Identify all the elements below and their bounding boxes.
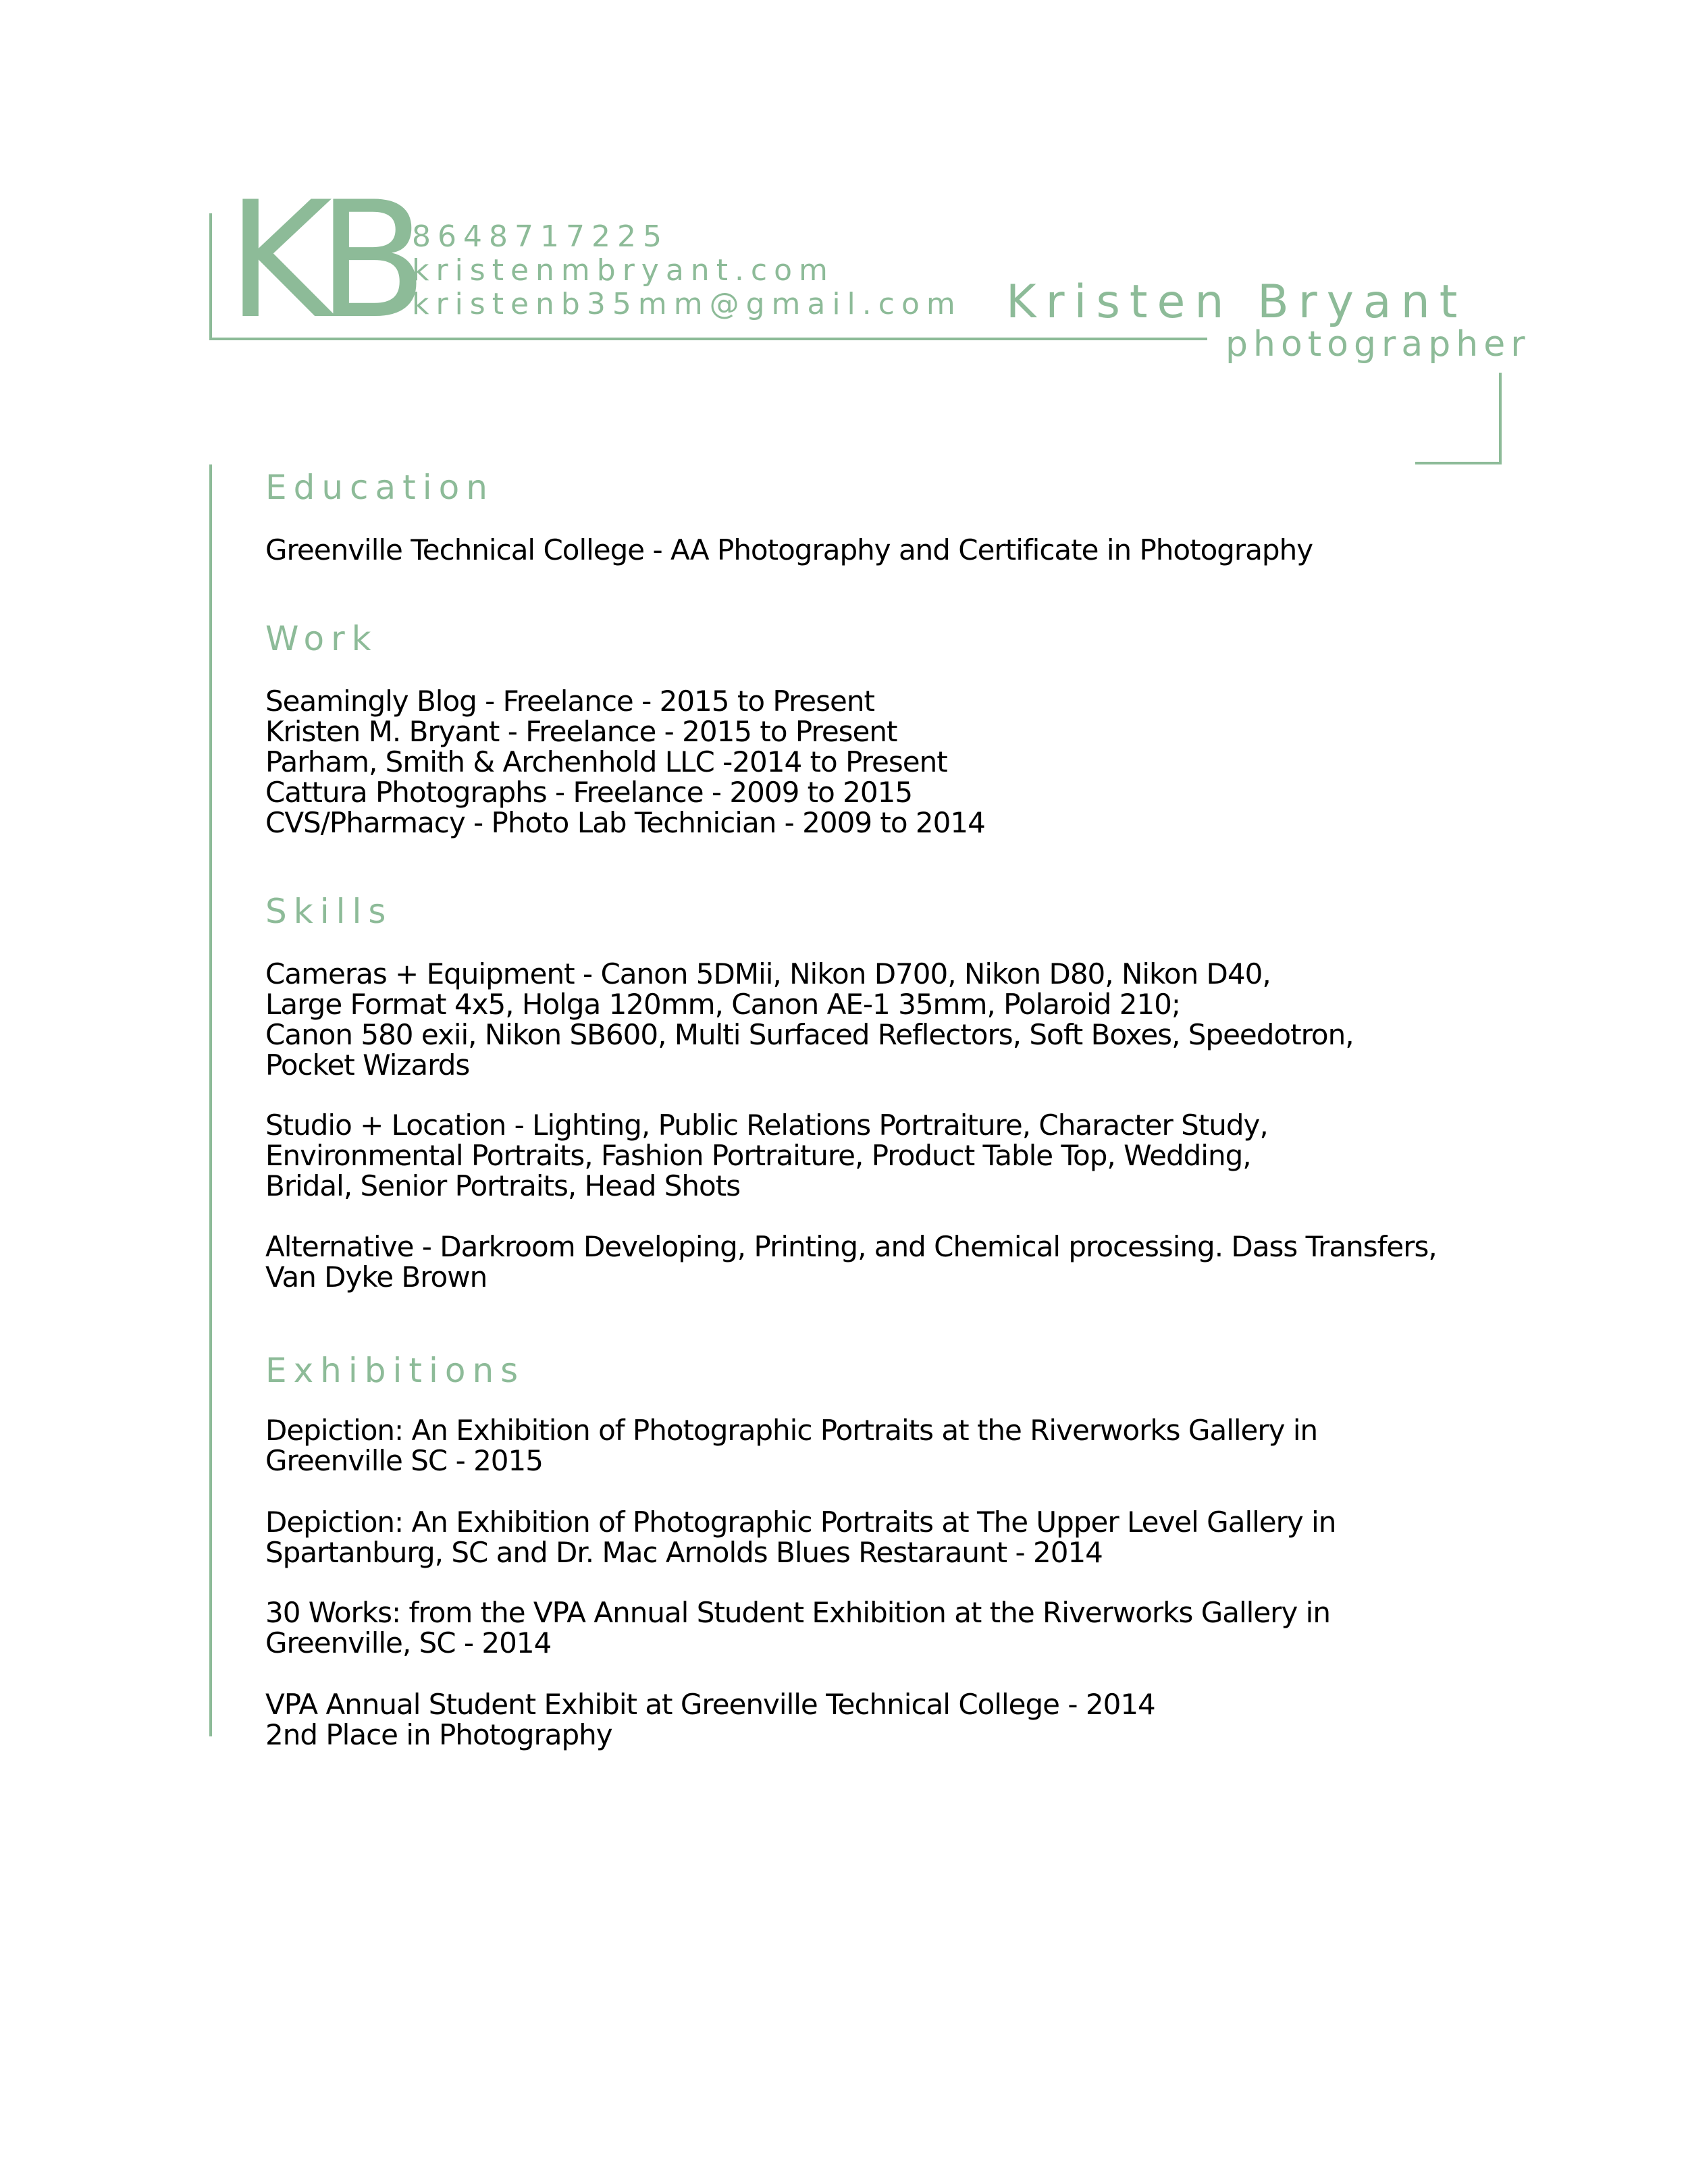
- exhibition-line: 30 Works: from the VPA Annual Student Exhibition at the Riverworks Gallery in: [265, 1596, 1330, 1629]
- monogram: KB: [227, 167, 413, 354]
- corner-right-rule: [1499, 373, 1502, 464]
- exhibition-entry: [265, 1507, 1548, 1568]
- header-left-rule: [209, 213, 212, 340]
- skills-studio-block: [265, 1110, 1548, 1201]
- education-block: [265, 535, 1548, 565]
- exhibition-entry: [265, 1689, 1548, 1750]
- skills-alternative-block: [265, 1231, 1548, 1292]
- skills-line: Large Format 4x5, Holga 120mm, Canon AE-1 35mm, Polaroid 210;: [265, 988, 1181, 1021]
- email: kristenb35mm@gmail.com: [412, 287, 962, 321]
- exhibition-line: Spartanburg, SC and Dr. Mac Arnolds Blues Restaraunt - 2014: [265, 1536, 1103, 1569]
- exhibition-line: VPA Annual Student Exhibit at Greenville Technical College - 2014: [265, 1688, 1155, 1721]
- education-heading: Education: [265, 468, 494, 507]
- role-subtitle: photographer: [1225, 324, 1531, 365]
- exhibition-line: Depiction: An Exhibition of Photographic Portraits at The Upper Level Gallery in: [265, 1506, 1336, 1539]
- skills-line: Alternative - Darkroom Developing, Printing, and Chemical processing. Dass Transfers,: [265, 1230, 1437, 1263]
- education-line: Greenville Technical College - AA Photography and Certificate in Photography: [265, 533, 1313, 566]
- skills-heading: Skills: [265, 892, 393, 931]
- exhibition-entry: [265, 1597, 1548, 1658]
- work-line: Cattura Photographs - Freelance - 2009 to 2015: [265, 776, 913, 809]
- skills-line: Environmental Portraits, Fashion Portraiture, Product Table Top, Wedding,: [265, 1139, 1251, 1172]
- name-title: Kristen Bryant: [1006, 275, 1467, 329]
- skills-line: Pocket Wizards: [265, 1048, 470, 1082]
- exhibitions-heading: Exhibitions: [265, 1351, 525, 1390]
- exhibition-entry: [265, 1415, 1548, 1476]
- corner-bottom-rule: [1415, 462, 1502, 464]
- skills-line: Canon 580 exii, Nikon SB600, Multi Surfaced Reflectors, Soft Boxes, Speedotron,: [265, 1018, 1354, 1051]
- work-line: Kristen M. Bryant - Freelance - 2015 to Present: [265, 715, 897, 748]
- website: kristenmbryant.com: [412, 253, 835, 288]
- skills-line: Studio + Location - Lighting, Public Relations Portraiture, Character Study,: [265, 1109, 1268, 1142]
- skills-line: Bridal, Senior Portraits, Head Shots: [265, 1169, 741, 1202]
- work-line: Parham, Smith & Archenhold LLC -2014 to Present: [265, 745, 947, 778]
- work-line: Seamingly Blog - Freelance - 2015 to Present: [265, 685, 874, 718]
- exhibition-line: Greenville, SC - 2014: [265, 1626, 552, 1659]
- work-heading: Work: [265, 619, 378, 658]
- skills-cameras-block: [265, 959, 1548, 1080]
- exhibition-line: Depiction: An Exhibition of Photographic Portraits at the Riverworks Gallery in: [265, 1414, 1318, 1447]
- work-block: [265, 686, 1548, 838]
- work-line: CVS/Pharmacy - Photo Lab Technician - 2009 to 2014: [265, 806, 985, 839]
- skills-line: Van Dyke Brown: [265, 1260, 487, 1294]
- phone-number: 8648717225: [412, 219, 668, 254]
- skills-line: Cameras + Equipment - Canon 5DMii, Nikon D700, Nikon D80, Nikon D40,: [265, 957, 1271, 990]
- body-left-rule: [209, 464, 212, 1736]
- exhibition-line: 2nd Place in Photography: [265, 1718, 612, 1751]
- exhibition-line: Greenville SC - 2015: [265, 1444, 543, 1477]
